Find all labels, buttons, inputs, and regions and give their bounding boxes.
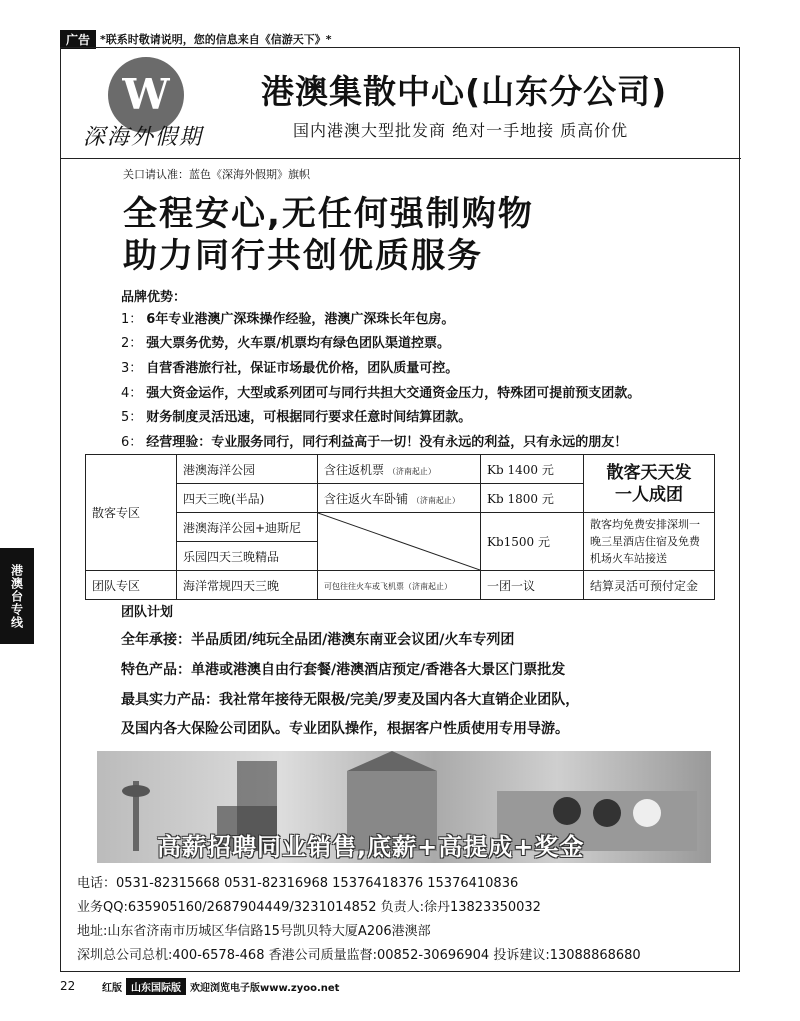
logo-caption: 深海外假期 [83,125,204,150]
price-cell: Kb1500 元 [481,513,584,571]
source-note: *联系时敬请说明，您的信息来自《信游天下》* [100,33,332,46]
route-cell: 四天三晚(半品) [177,484,318,513]
diagonal-cell [318,513,481,571]
transport-cell: 含往返火车卧铺 （济南起止） [318,484,481,513]
route-cell: 港澳海洋公园+迪斯尼 [177,513,318,542]
footer-edition: 红版 [102,983,122,994]
contact-qq: 业务QQ:635905160/2687904449/3231014852 负责人:徐丹13823350032 [77,900,541,915]
logo-letters: W [122,70,170,119]
footer-region: 山东国际版 [126,978,186,995]
zone-cell: 团队专区 [86,571,177,600]
price-cell: 一团一议 [481,571,584,600]
footer-bar [102,978,339,995]
price-table [85,454,715,600]
contact-address: 地址:山东省济南市历城区华信路15号凯贝特大厦A206港澳部 [77,924,431,939]
route-cell: 港澳海洋公园 [177,455,318,484]
route-cell: 海洋常规四天三晚 [177,571,318,600]
advantage-item: 4： 强大资金运作，大型或系列团可与同行共担大交通资金压力，特殊团可提前预支团款。 [121,386,641,401]
company-name: 港澳集散中心(山东分公司) [261,72,668,111]
ad-frame [60,47,740,972]
price-cell: Kb 1800 元 [481,484,584,513]
table-row [86,571,715,600]
slogan-1: 全程安心,无任何强制购物 [123,194,534,234]
contact-phone: 电话：0531-82315668 0531-82316968 15376418376 15376410836 [77,876,519,891]
page-number: 22 [60,979,76,993]
landmark-banner [97,751,711,863]
table-row [86,513,715,542]
note-cell: 结算灵活可预付定金 [584,571,715,600]
transport-cell: 可包往往火车或飞机票（济南起止） [318,571,481,600]
right-description: 散客均免费安排深圳一晚三星酒店住宿及免费机场火车站接送 [584,513,715,571]
route-cell: 乐园四天三晚精品 [177,542,318,571]
ad-label: 广告 [60,30,96,49]
contact-hotline: 深圳总公司总机:400-6578-468 香港公司质量监督:00852-30696904 投诉建议:13088868680 [77,948,641,963]
slogan-2: 助力同行共创优质服务 [123,236,483,276]
advantage-item: 5： 财务制度灵活迅速，可根据同行要求任意时间结算团款。 [121,410,472,425]
table-row [86,455,715,484]
side-tab: 港澳台专线 [0,548,34,644]
footer-site: 欢迎浏览电子版www.zyoo.net [190,983,340,994]
brand-title: 品牌优势： [121,290,187,305]
zone-cell: 散客专区 [86,455,177,571]
advantage-item: 2： 强大票务优势，火车票/机票均有绿色团队渠道控票。 [121,336,451,351]
company-tagline: 国内港澳大型批发商 绝对一手地接 质高价优 [293,121,629,140]
team-title: 团队计划 [121,605,174,620]
team-line: 全年承接：半品质团/纯玩全品团/港澳东南亚会议团/火车专列团 [121,632,515,648]
price-cell: Kb 1400 元 [481,455,584,484]
team-line: 最具实力产品：我社常年接待无限极/完美/罗麦及国内各大直销企业团队， [121,692,580,708]
advantage-item: 1： 6年专业港澳广深珠操作经验，港澳广深珠长年包房。 [121,312,455,327]
transport-cell: 含往返机票 （济南起止） [318,455,481,484]
top-note-bar [60,30,332,48]
team-line: 特色产品：单港或港澳自由行套餐/港澳酒店预定/香港各大景区门票批发 [121,662,566,678]
banner-recruit-text: 高薪招聘同业销售,底薪+高提成+奖金 [157,833,585,861]
flag-notice: 关口请认准：蓝色《深海外假期》旗帜 [123,168,310,181]
ad-header [61,48,741,159]
advantage-item: 3： 自营香港旅行社，保证市场最优价格，团队质量可控。 [121,361,459,376]
advantage-item: 6： 经营理验：专业服务同行，同行利益高于一切！没有永远的利益，只有永远的朋友！ [121,435,628,450]
team-line: 及国内各大保险公司团队。专业团队操作，根据客户性质使用专用导游。 [121,721,569,737]
right-highlight: 散客天天发 一人成团 [584,455,715,513]
